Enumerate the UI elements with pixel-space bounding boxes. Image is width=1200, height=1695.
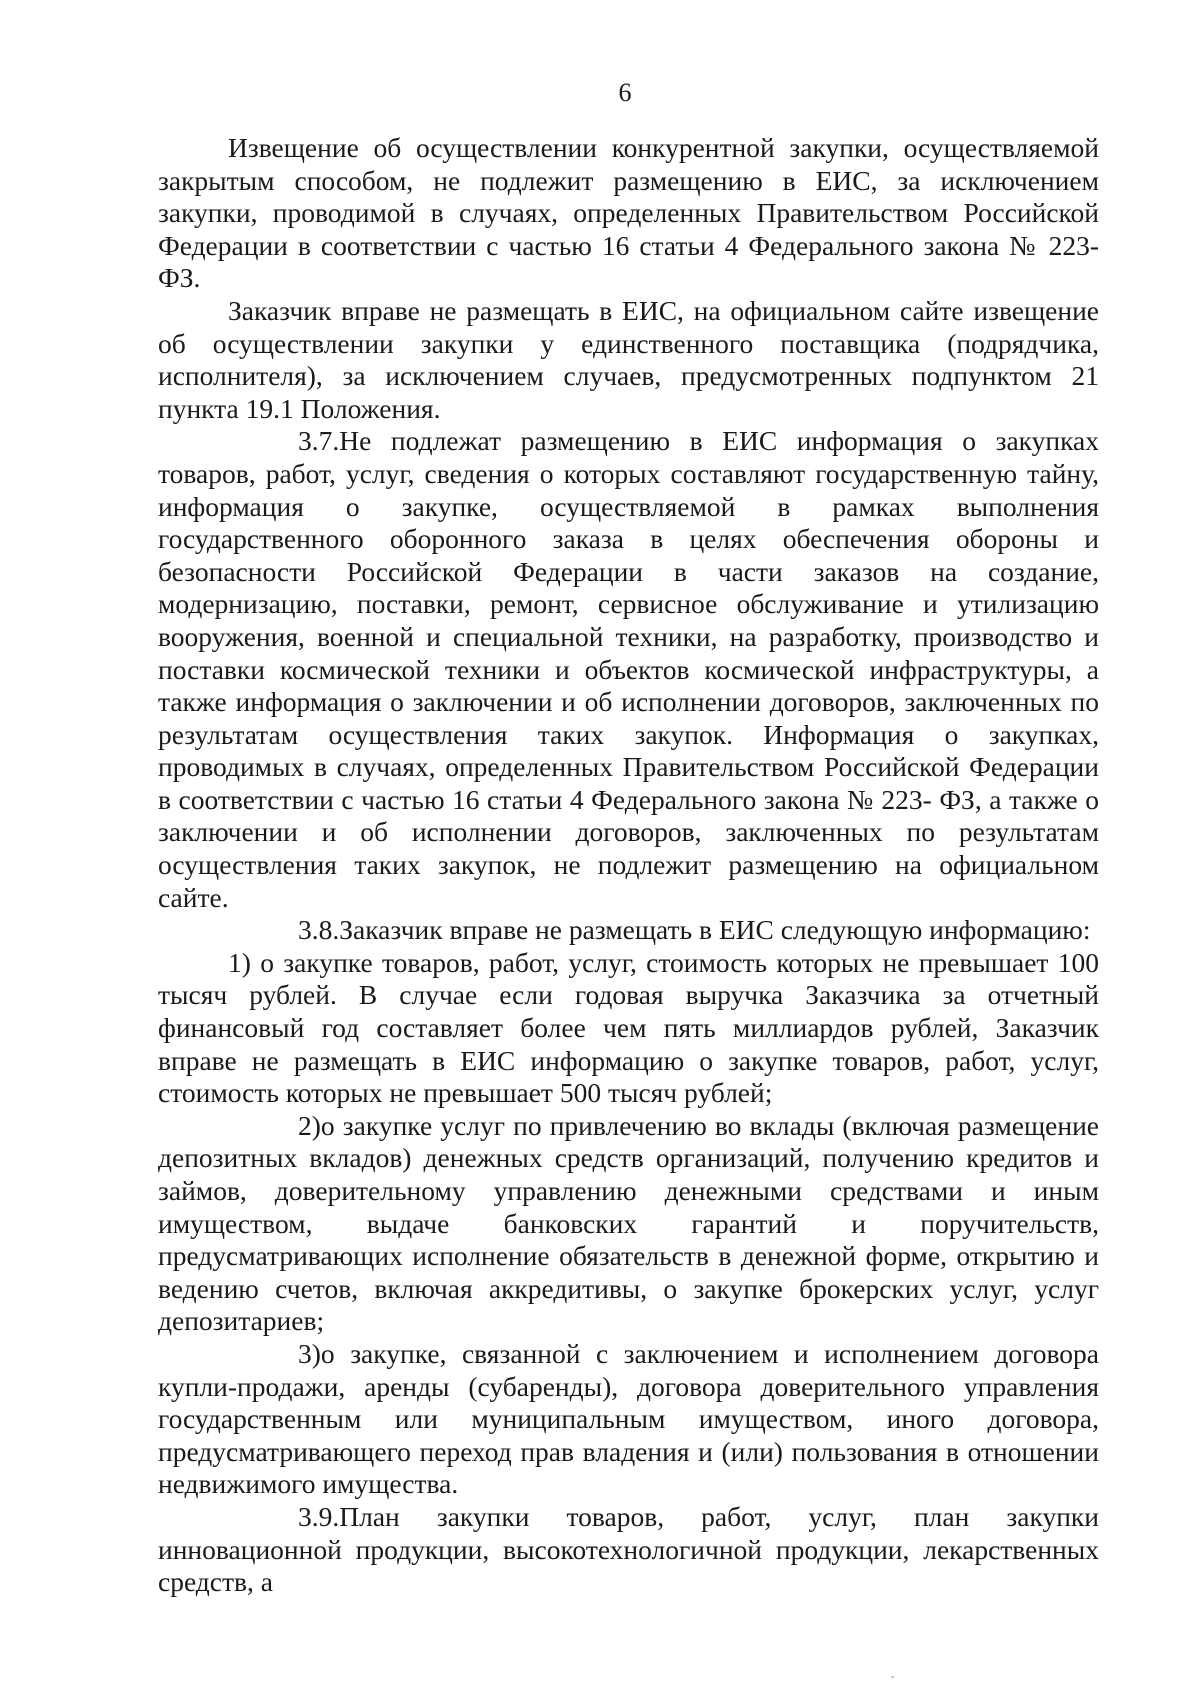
list-item-number: 2): [298, 1109, 321, 1141]
clause-number: 3.7.: [298, 425, 340, 457]
paragraph-single-supplier-notice: [158, 295, 1099, 425]
clause-3-7: [158, 425, 1099, 914]
clause-text: Заказчик вправе не размещать в ЕИС следующую информацию:: [339, 914, 1091, 946]
list-item-text: о закупке услуг по привлечению во вклады (включая размещение депозитных вкладов) денежных средств организаций, получению кредитов и займов, доверительному управлению денежными средствами и иным имуществом, выдаче банковских гарантий и поручительств, предусматривающих исполнение обязательств в денежной форме, открытию и ведению счетов, включая аккредитивы, о закупке брокерских услуг, услуг депозитариев;: [158, 1109, 1099, 1337]
clause-number: 3.9.: [298, 1500, 340, 1532]
scan-speck: [891, 1676, 894, 1678]
paragraph-text: Заказчик вправе не размещать в ЕИС, на официальном сайте извещение об осуществлении закупки у единственного поставщика (подрядчика, исполнителя), за исключением случаев, предусмотренных подпунктом 21 пункта 19.1 Положения.: [158, 294, 1099, 424]
clause-3-9: [158, 1501, 1099, 1599]
paragraph-text: Извещение об осуществлении конкурентной закупки, осуществляемой закрытым способом, не подлежит размещению в ЕИС, за исключением закупки, проводимой в случаях, определенных Правительством Российской Федерации в соответствии с частью 16 статьи 4 Федерального закона № 223- ФЗ.: [158, 132, 1099, 294]
paragraph-closed-procurement-notice: [158, 132, 1099, 295]
clause-number: 3.8.: [298, 914, 340, 946]
list-item-text: 1) о закупке товаров, работ, услуг, стоимость которых не превышает 100 тысяч рублей. В случае если годовая выручка Заказчика за отчетный финансовый год составляет более чем пять миллиардов рублей, Заказчик вправе не размещать в ЕИС информацию о закупке товаров, работ, услуг, стоимость которых не превышает 500 тысяч рублей;: [158, 946, 1099, 1109]
clause-text: План закупки товаров, работ, услуг, план закупки инновационной продукции, высокотехнологичной продукции, лекарственных средств, а: [158, 1500, 1099, 1598]
clause-text: Не подлежат размещению в ЕИС информация о закупках товаров, работ, услуг, сведения о которых составляют государственную тайну, информация о закупке, осуществляемой в рамках выполнения государственного оборонного заказа в целях обеспечения обороны и безопасности Российской Федерации в части заказов на создание, модернизацию, поставки, ремонт, сервисное обслуживание и утилизацию вооружения, военной и специальной техники, на разработку, производство и поставки космической техники и объектов космической инфраструктуры, а также информация о заключении и об исполнении договоров, заключенных по результатам осуществления таких закупок. Информация о закупках, проводимых в случаях, определенных Правительством Российской Федерации в соответствии с частью 16 статьи 4 Федерального закона № 223- ФЗ, а также о заключении и об исполнении договоров, заключенных по результатам осуществления таких закупок, не подлежит размещению на официальном сайте.: [158, 425, 1099, 913]
list-item-number: 3): [298, 1337, 321, 1369]
clause-3-8: [158, 914, 1099, 947]
list-item-text: о закупке, связанной с заключением и исполнением договора купли-продажи, аренды (субаренды), договора доверительного управления государственным или муниципальным имуществом, иного договора, предусматривающего переход прав владения и (или) пользования в отношении недвижимого имущества.: [158, 1337, 1099, 1500]
page-number: 6: [618, 78, 632, 107]
list-item-3: [158, 1338, 1099, 1501]
list-item-2: [158, 1110, 1099, 1338]
document-body: [158, 132, 1099, 1599]
list-item-1: [158, 947, 1099, 1110]
